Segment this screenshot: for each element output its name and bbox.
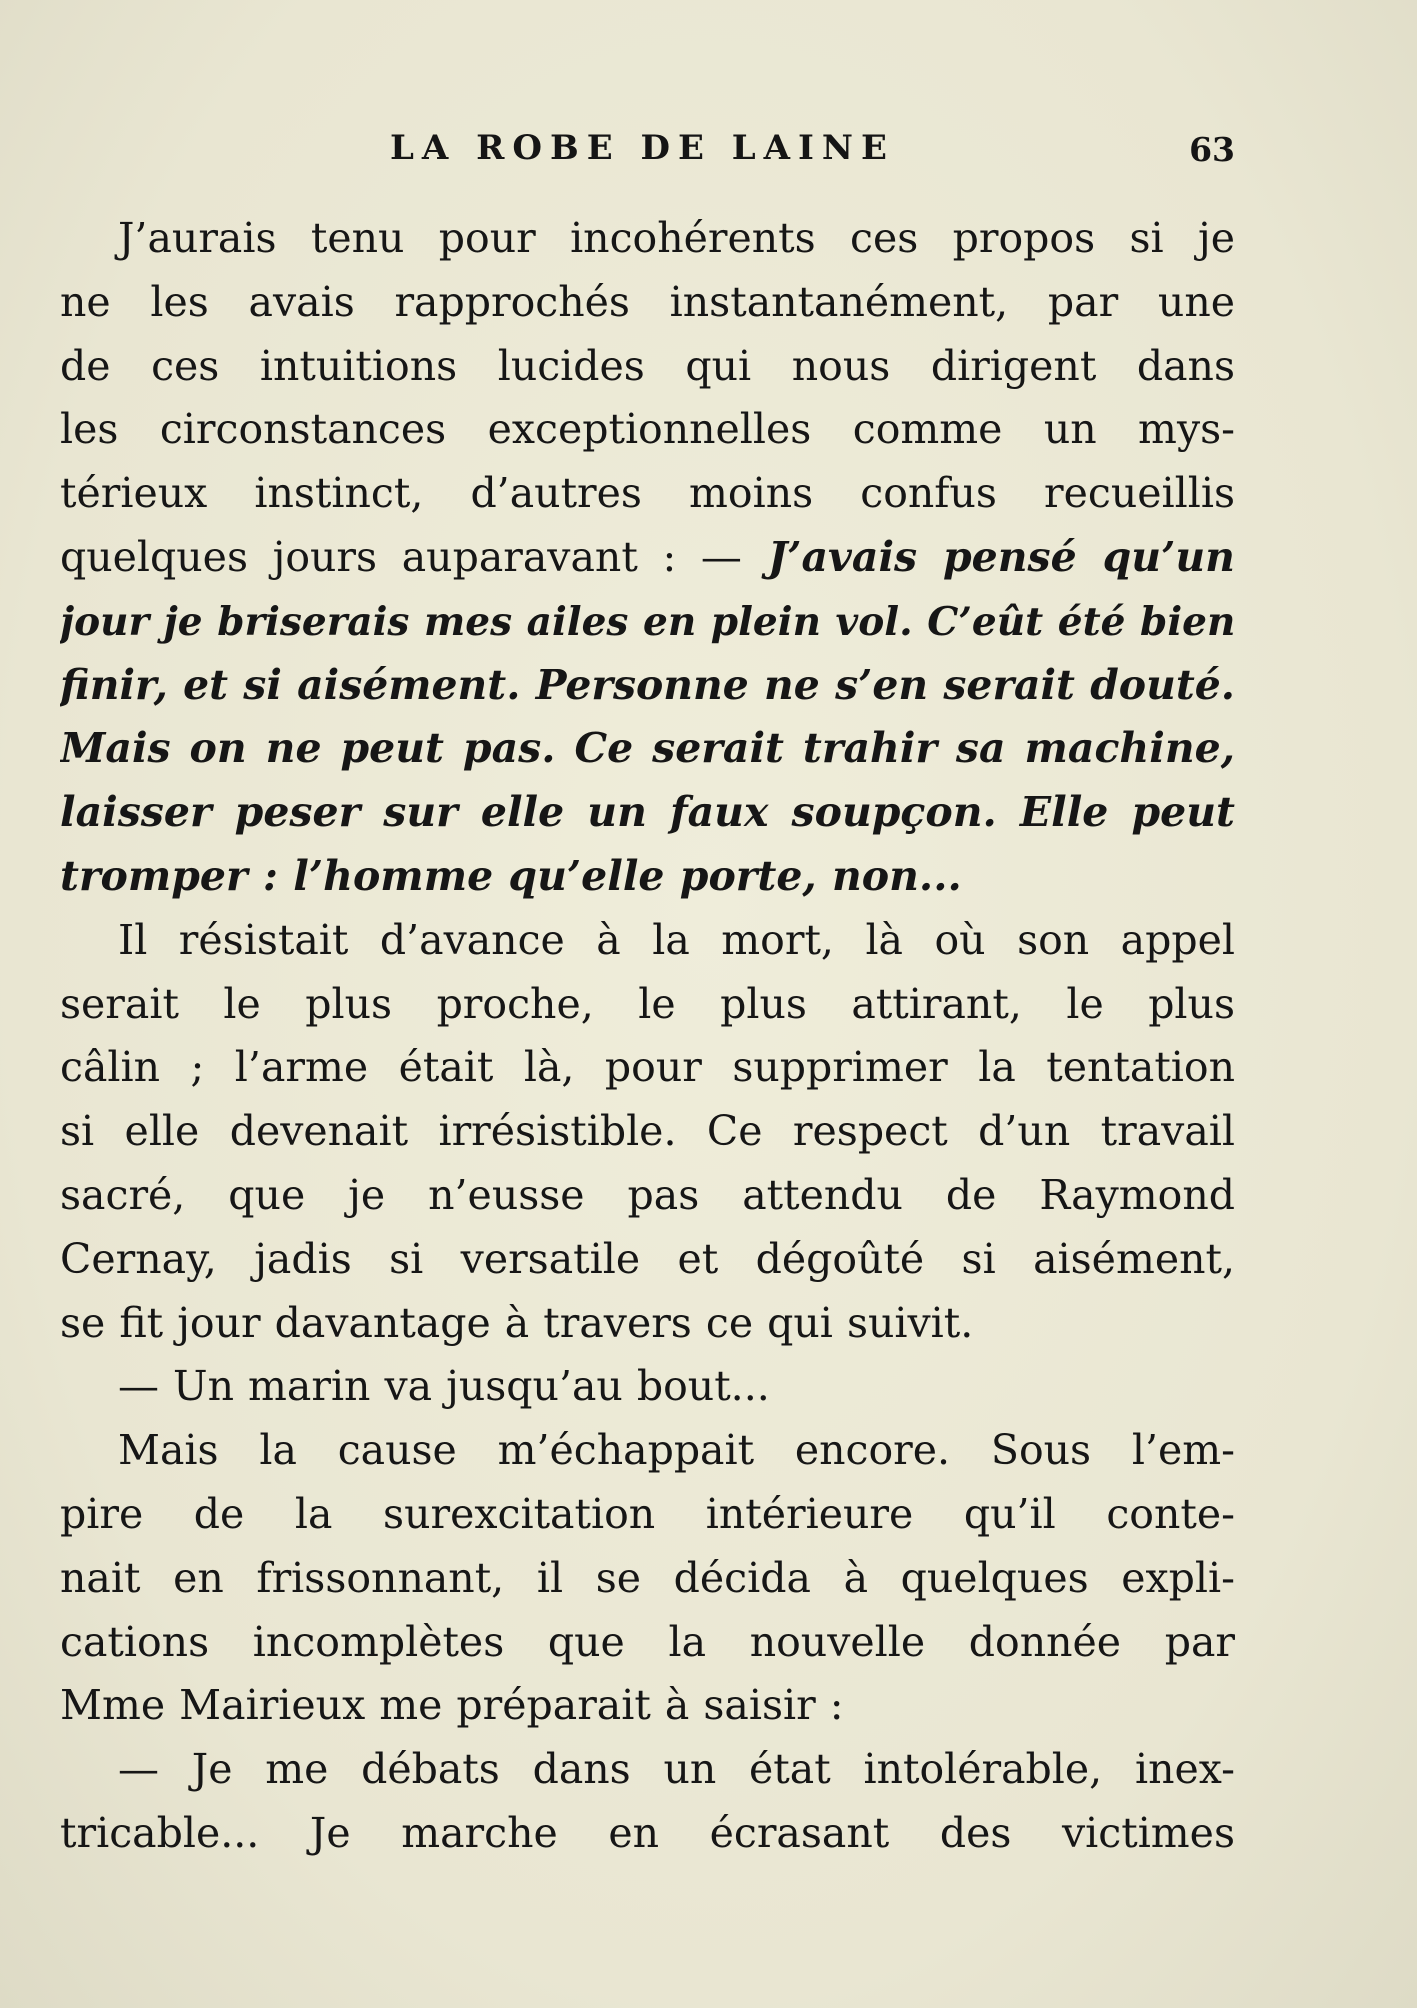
running-title: LA ROBE DE LAINE (390, 128, 895, 168)
text-line: de ces intuitions lucides qui nous dirigent dans (60, 341, 1235, 390)
text-line: les circonstances exceptionnelles comme un mys- (60, 405, 1235, 454)
text-line: térieux instinct, d’autres moins confus recueillis (60, 469, 1235, 518)
text-line: Mais la cause m’échappait encore. Sous l’em- (118, 1426, 1235, 1475)
text-line: J’aurais tenu pour incohérents ces propos si je (118, 214, 1235, 262)
text-line: tromper : l’homme qu’elle porte, non... (60, 851, 962, 900)
text-line: tricable... Je marche en écrasant des victimes (60, 1808, 1235, 1857)
text-line: serait le plus proche, le plus attirant, le plus (60, 979, 1235, 1028)
text-line: Cernay, jadis si versatile et dégoûté si aisément, (60, 1234, 1235, 1283)
text-line: finir, et si aisément. Personne ne s’en serait douté. (60, 660, 1235, 709)
page-header (60, 128, 1235, 178)
text-line: — Un marin va jusqu’au bout... (118, 1362, 770, 1411)
text-line: ne les avais rapprochés instantanément, par une (60, 277, 1235, 326)
text-line: — Je me débats dans un état intolérable, inex- (118, 1745, 1235, 1794)
text-line: Mme Mairieux me préparait à saisir : (60, 1681, 844, 1730)
text-line: quelques jours auparavant : — J’avais pensé qu’un (60, 532, 1235, 581)
text-line: cations incomplètes que la nouvelle donnée par (60, 1617, 1235, 1666)
text-line: se fit jour davantage à travers ce qui suivit. (60, 1298, 974, 1347)
text-line: Il résistait d’avance à la mort, là où son appel (118, 915, 1235, 964)
text-line: sacré, que je n’eusse pas attendu de Raymond (60, 1170, 1235, 1219)
text-line: jour je briserais mes ailes en plein vol. C’eût été bien (60, 598, 1235, 645)
text-line: Mais on ne peut pas. Ce serait trahir sa machine, (60, 724, 1235, 773)
text-line: si elle devenait irrésistible. Ce respect d’un travail (60, 1107, 1235, 1156)
text-line: pire de la surexcitation intérieure qu’il conte- (60, 1489, 1235, 1538)
text-line: nait en frissonnant, il se décida à quelques expli- (60, 1553, 1235, 1602)
page-number: 63 (1189, 130, 1235, 169)
text-line: laisser peser sur elle un faux soupçon. Elle peut (60, 788, 1235, 837)
body-text (60, 207, 1235, 1866)
text-line: câlin ; l’arme était là, pour supprimer la tentation (60, 1043, 1235, 1092)
